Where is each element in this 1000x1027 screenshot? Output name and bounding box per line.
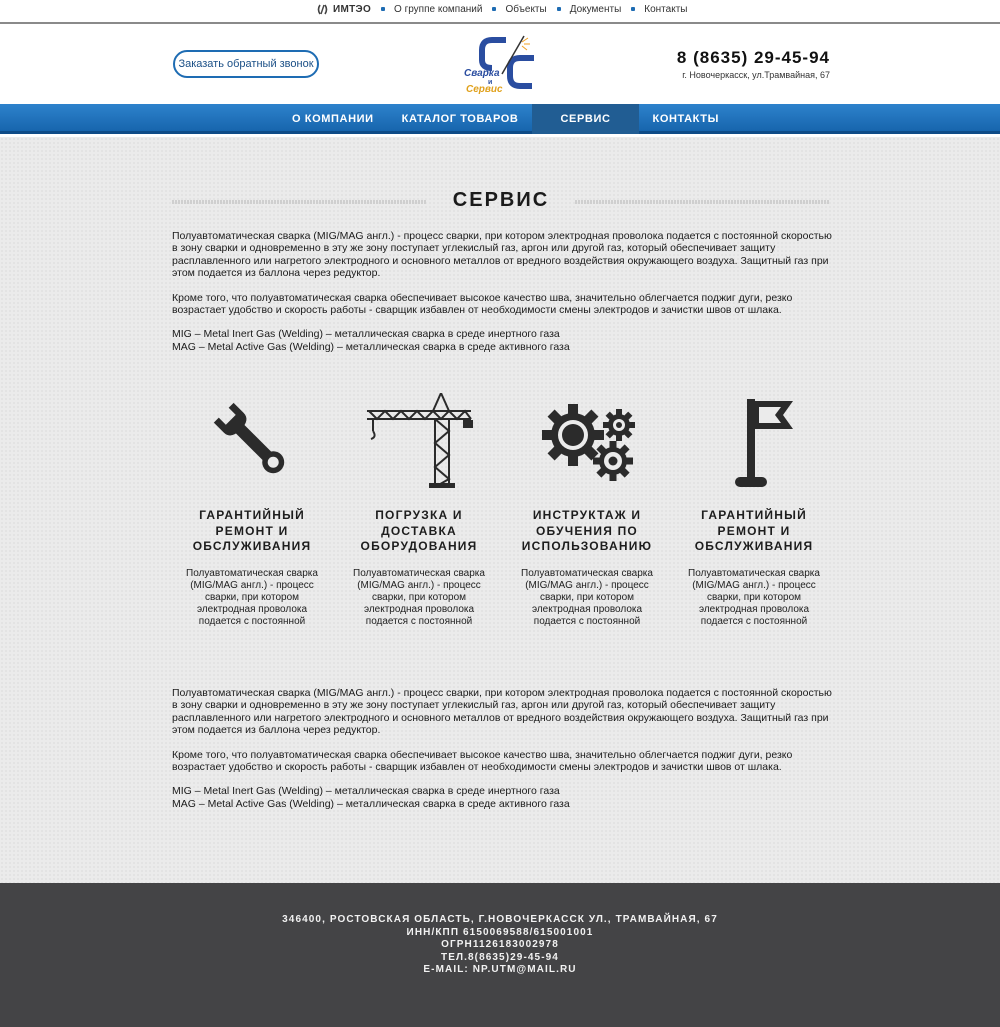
group-brand-link[interactable] [316,4,371,15]
feature-title: ИНСТРУКТАЖ И ОБУЧЕНИЯ ПО ИСПОЛЬЗОВАНИЮ [521,508,653,553]
topnav-link-label: Документы [569,3,622,15]
topnav-link-documents[interactable] [557,4,622,15]
top-bar [0,0,1000,22]
bullet-icon [557,7,561,11]
nav-item-contacts[interactable]: КОНТАКТЫ [652,113,719,125]
wrench-icon [177,393,327,489]
header-phone[interactable]: 8 (8635) 29-45-94 [676,48,830,67]
outro-paragraph-2: Кроме того, что полуавтоматическая сварка обеспечивает высокое качество шва, значительно облегчается поджиг дуги, резко возрастает удобство и скорость работы - сварщик избавлен от необходимости смены электродов и зачистки швов от шлака. [172,748,793,774]
topnav-link-label: Объекты [505,3,547,15]
outro-text [172,687,832,810]
outro-mag-line: MAG – Metal Active Gas (Welding) – металлическая сварка в среде активного газа [172,797,570,810]
logo-word-service: Сервис [466,84,503,95]
nav-item-service[interactable]: СЕРВИС [532,104,638,134]
title-divider-right [575,200,830,204]
intro-mag-line: MAG – Metal Active Gas (Welding) – металлическая сварка в среде активного газа [172,340,570,353]
outro-mig-line: MIG – Metal Inert Gas (Welding) – металлическая сварка в среде инертного газа [172,785,560,798]
group-brand-label: ИМТЭО [333,3,372,15]
callback-button[interactable]: Заказать обратный звонок [173,50,319,78]
logo-word-and: и [488,79,493,86]
main-content [0,137,1000,883]
outro-paragraph-1: Полуавтоматическая сварка (MIG/MAG англ.) - процесс сварки, при котором электродная проволока подается с постоянной скоростью в зону сварки и одновременно в эту же зону поступает углекислый газ, аргон или другой газ, который обеспечивает защиту расплавленного или нагретого электродного и основного металлов от вредного воздействия окружающего воздуха. Защитный газ при этом подается из баллона через редуктор. [172,687,832,737]
topnav-link-objects[interactable] [492,4,546,15]
footer-ogrn: ОГРН1126183002978 [441,939,559,950]
site-footer [0,883,1000,1027]
footer-address: 346400, РОСТОВСКАЯ ОБЛАСТЬ, Г.НОВОЧЕРКАССК УЛ., ТРАМВАЙНАЯ, 67 [282,914,718,925]
feature-description: Полуавтоматическая сварка (MIG/MAG англ.) - процесс сварки, при котором электродная проволока подается с постоянной [353,568,485,627]
imteo-logo-icon [316,4,329,15]
feature-title: ГАРАНТИЙНЫЙ РЕМОНТ И ОБСЛУЖИВАНИЯ [192,508,312,553]
bullet-icon [492,7,496,11]
intro-paragraph-1: Полуавтоматическая сварка (MIG/MAG англ.) - процесс сварки, при котором электродная проволока подается с постоянной скоростью в зону сварки и одновременно в эту же зону поступает углекислый газ, аргон или другой газ, который обеспечивает защиту расплавленного или нагретого электродного и основного металлов от вредного воздействия окружающего воздуха. Защитный газ при этом подается из баллона через редуктор. [172,230,832,280]
footer-inn: ИНН/КПП 6150069588/615001001 [406,926,594,938]
feature-title: ПОГРУЗКА И ДОСТАВКА ОБОРУДОВАНИЯ [360,508,478,553]
footer-email[interactable]: E-MAIL: NP.UTM@MAIL.RU [423,964,577,975]
main-nav [0,104,1000,134]
footer-contacts [0,914,1000,977]
topnav-link-label: Контакты [644,3,688,15]
intro-text [172,230,832,353]
feature-description: Полуавтоматическая сварка (MIG/MAG англ.) - процесс сварки, при котором электродная проволока подается с постоянной [186,568,318,627]
feature-description: Полуавтоматическая сварка (MIG/MAG англ.) - процесс сварки, при котором электродная проволока подается с постоянной [521,568,653,627]
page-title-block [172,189,830,213]
topnav-link-contacts[interactable] [631,4,687,15]
logo-word-welding: Сварка [464,68,500,79]
bullet-icon [381,7,385,11]
nav-item-company[interactable]: О КОМПАНИИ [292,113,374,125]
gears-icon [512,393,662,489]
site-header [0,24,1000,104]
bullet-icon [631,7,635,11]
feature-title: ГАРАНТИЙНЫЙ РЕМОНТ И ОБСЛУЖИВАНИЯ [694,508,814,553]
crane-icon [344,393,494,489]
footer-phone[interactable]: ТЕЛ.8(8635)29-45-94 [441,951,559,963]
page-title: СЕРВИС [452,189,550,211]
intro-paragraph-2: Кроме того, что полуавтоматическая сварка обеспечивает высокое качество шва, значительно облегчается поджиг дуги, резко возрастает удобство и скорость работы - сварщик избавлен от необходимости смены электродов и зачистки швов от шлака. [172,291,793,317]
flag-icon [679,393,829,489]
top-nav [316,2,697,16]
service-features [172,393,832,633]
site-logo[interactable] [462,34,538,94]
intro-mig-line: MIG – Metal Inert Gas (Welding) – металлическая сварка в среде инертного газа [172,328,560,341]
header-address: г. Новочеркасск, ул.Трамвайная, 67 [682,70,830,80]
topnav-link-label: О группе компаний [394,3,483,15]
feature-description: Полуавтоматическая сварка (MIG/MAG англ.) - процесс сварки, при котором электродная проволока подается с постоянной [688,568,820,627]
nav-item-catalog[interactable]: КАТАЛОГ ТОВАРОВ [401,113,519,125]
topnav-link-group[interactable] [381,4,482,15]
